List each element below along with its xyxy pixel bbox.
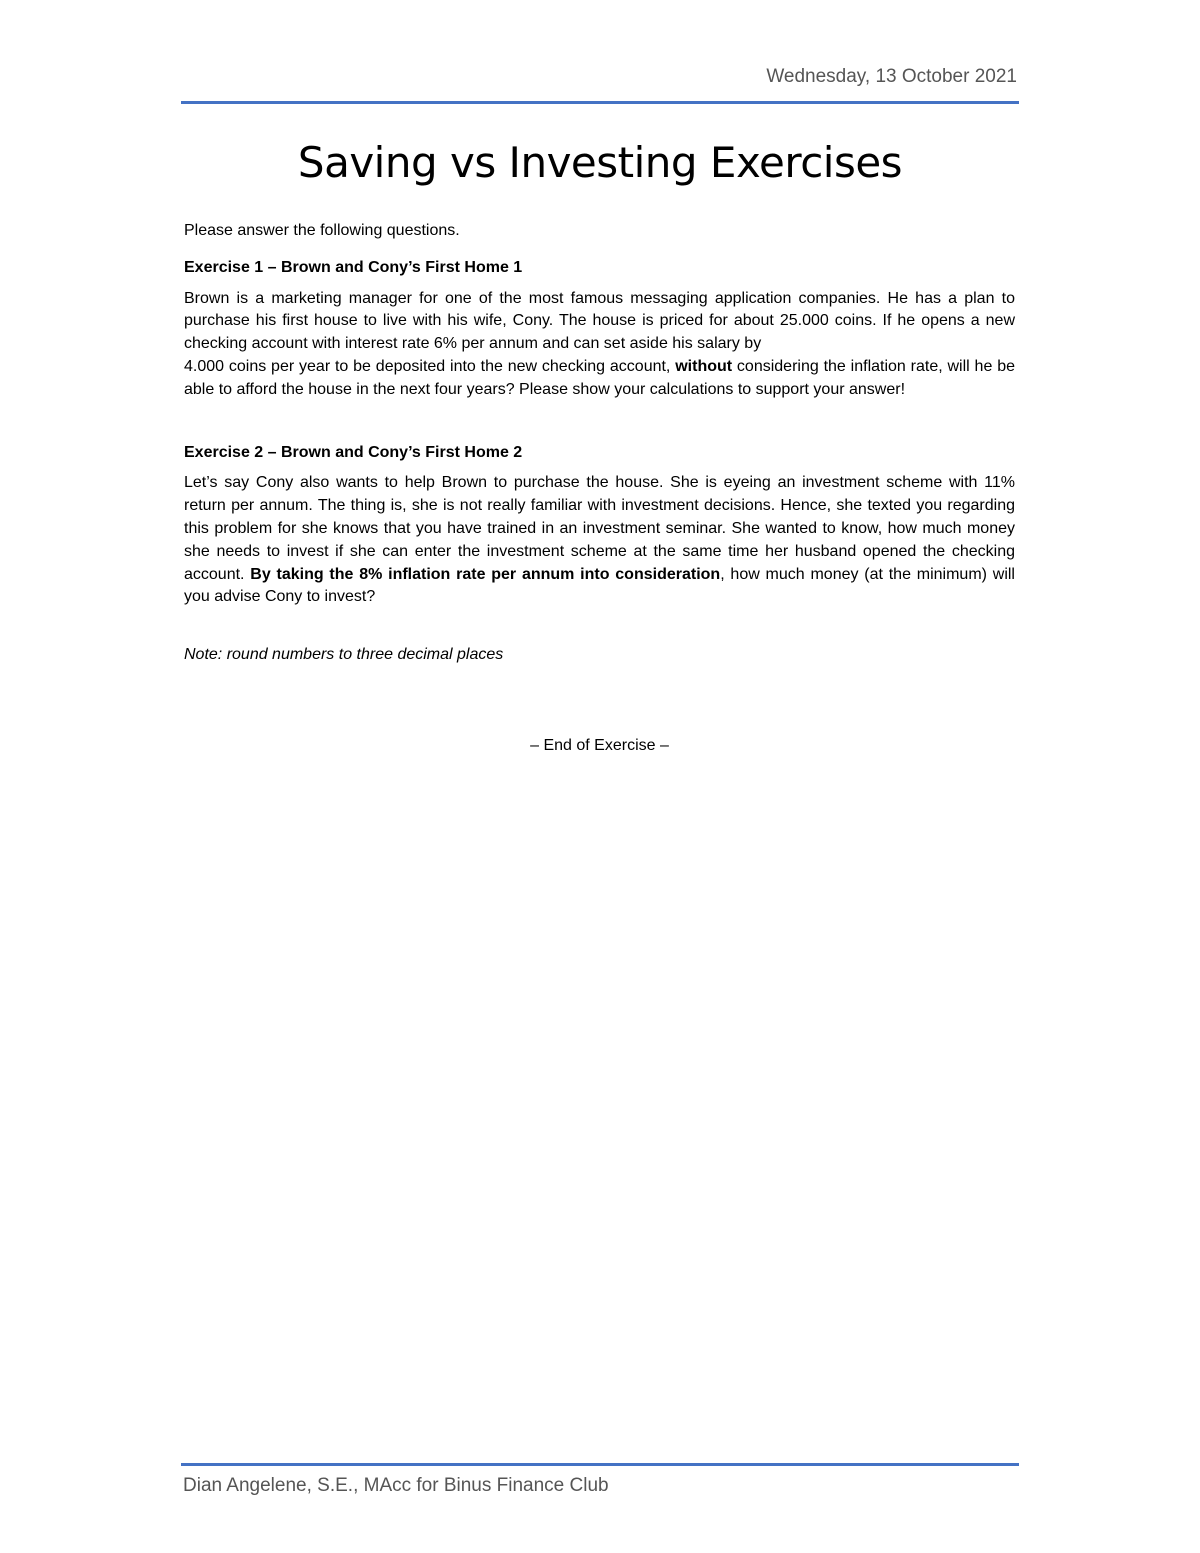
exercise-1-heading: Exercise 1 – Brown and Cony’s First Home 1	[184, 258, 523, 276]
exercise-1-text-b-post: considering the inflation rate, will he be able to afford the house in the next four years? Please show your calculations to support your answer!	[184, 357, 1015, 398]
exercise-2-text-bold: By taking the 8% inflation rate per annum into consideration	[250, 565, 721, 583]
rounding-note: Note: round numbers to three decimal places	[184, 646, 504, 664]
exercise-1-text-a: Brown is a marketing manager for one of the most famous messaging application companies. He has a plan to purchase his first house to live with his wife, Cony. The house is priced for about 25.000 coins. If he opens a new checking account with interest rate 6% per annum and can set aside his salary by	[184, 289, 1015, 353]
exercise-2-text-post: , how much money (at the minimum) will you advise Cony to invest?	[184, 565, 1015, 606]
exercise-1-paragraph	[184, 288, 1015, 356]
header-date: Wednesday, 13 October 2021	[766, 66, 1017, 87]
footer-divider	[181, 1463, 1019, 1466]
exercise-2-paragraph	[184, 472, 1015, 609]
exercise-2-heading: Exercise 2 – Brown and Cony’s First Home 2	[184, 443, 523, 461]
intro-text: Please answer the following questions.	[184, 222, 460, 239]
footer-author: Dian Angelene, S.E., MAcc for Binus Finance Club	[183, 1475, 609, 1496]
document-title: Saving vs Investing Exercises	[297, 138, 903, 187]
exercise-1-text-b-bold: without	[675, 357, 733, 375]
document-body	[184, 220, 1015, 758]
end-of-exercise: – End of Exercise –	[530, 736, 669, 754]
header-divider	[181, 101, 1019, 104]
exercise-2-text-pre: Let’s say Cony also wants to help Brown to purchase the house. She is eyeing an investment scheme with 11% return per annum. The thing is, she is not really familiar with investment decisions. Hence, she texted you regarding this problem for she knows that you have trained in an investment seminar. She wanted to know, how much money she needs to invest if she can enter the investment scheme at the same time her husband opened the checking account.	[184, 474, 1015, 583]
exercise-1-text-b-pre: 4.000 coins per year to be deposited into the new checking account,	[184, 357, 676, 375]
exercise-1-paragraph-cont	[184, 356, 1015, 402]
